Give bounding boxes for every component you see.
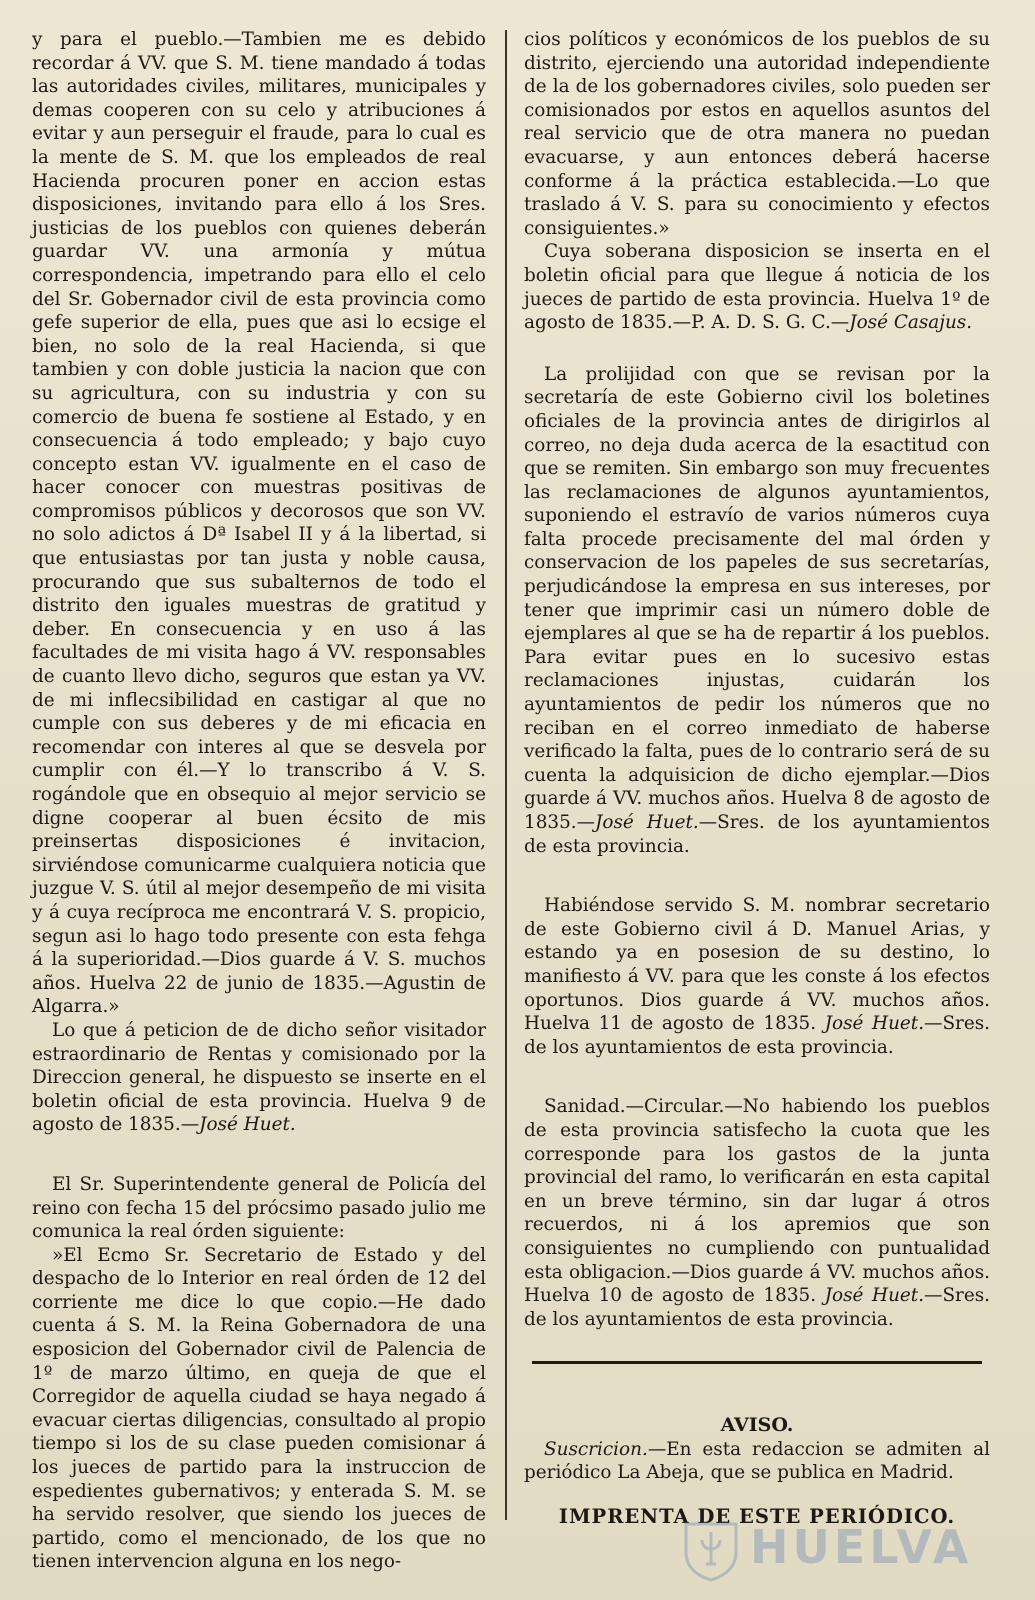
right-paragraph-3-signature: José Huet.	[595, 812, 699, 833]
aviso-label: Suscricion.	[544, 1438, 648, 1460]
right-paragraph-4-tail: —Sres. de los ayuntamientos de esta provincia.	[524, 1013, 990, 1058]
right-paragraph-4-text: Habiéndose servido S. M. nombrar secretario de este Gobierno civil á D. Manuel Arias, y estando ya en posesion de su destino, lo manifiesto á VV. para que les conste á los efectos oportunos. Dios guarde á VV. muchos años. Huelva 11 de agosto de 1835.	[524, 895, 990, 1035]
aviso-text: —En esta redaccion se admiten al periódico La Abeja, que se publica en Madrid.	[524, 1438, 990, 1484]
right-paragraph-3-text: La prolijidad con que se revisan por la secretaría de este Gobierno civil los boletines oficiales de la provincia antes de dirigirlos al correo, no deja duda acerca de la esactitud con que se remiten. Sin embargo son muy frecuentes las reclamaciones de algunos ayuntamientos, suponiendo el estravío de varios números cuya falta procede precisamente del mal órden y conservacion de los papeles de sus secretarías, perjudicándose la empresa en sus intereses, por tener que imprimir casi un número doble de ejemplares al que se ha de repartir á los pueblos. Para evitar pues en lo sucesivo estas reclamaciones injustas, cuidarán los ayuntamientos de pedir los números que no reciban en el correo inmediato de haberse verificado la falta, pues de lo contrario será de su cuenta la adquisicion de dicho ejemplar.—Dios guarde á VV. muchos años. Huelva 8 de agosto de 1835.—	[524, 363, 990, 833]
left-column	[32, 28, 486, 1574]
section-rule	[532, 1361, 982, 1364]
right-paragraph-5-text: Sanidad.—Circular.—No habiendo los pueblos de esta provincia satisfecho la cuota que les corresponde para los gastos de la junta provincial del ramo, lo verificarán en esta capital en un breve término, sin dar lugar á otros recuerdos, ni á los apremios que son consiguientes no cumpliendo con puntualidad esta obligacion.—Dios guarde á VV. muchos años. Huelva 10 de agosto de 1835.	[524, 1096, 990, 1307]
right-paragraph-2-text: Cuya soberana disposicion se inserta en el boletin oficial para que llegue á noticia de los jueces de partido de esta provincia. Huelva 1º de agosto de 1835.—P. A. D. S. G. C.—	[524, 241, 990, 334]
left-paragraph-4: »El Ecmo Sr. Secretario de Estado y del despacho de lo Interior en real órden de 12 del corriente me dice lo que copio.—He dado cuenta á S. M. la Reina Gobernadora de una esposicion del Gobernador civil de Palencia de 1º de marzo último, en queja de que el Corregidor de aquella ciudad se haya negado á evacuar ciertas diligencias, consultado al propio tiempo si los de su clase pueden comisionar á los jueces de partido para la instruccion de espedientes gubernativos; y enterada S. M. se ha servido resolver, que siendo los jueces de partido, como el mencionado, de los que no tienen intervencion alguna en los nego-	[32, 1244, 486, 1573]
left-paragraph-2-signature: José Huet.	[199, 1114, 296, 1136]
right-paragraph-1: cios políticos y económicos de los pueblos de su distrito, ejerciendo una autoridad independiente de la de los gobernadores civiles, solo pueden ser comisionados por estos en aquellos asuntos del real servicio que de otra manera no puedan evacuarse, y aun entonces deberá hacerse conforme á la práctica establecida.—Lo que traslado á V. S. para su conocimiento y efectos consiguientes.»	[524, 29, 990, 239]
column-divider	[505, 30, 507, 1520]
left-paragraph-2	[32, 1019, 486, 1137]
aviso-title: AVISO.	[720, 1414, 794, 1437]
right-column	[524, 28, 990, 1529]
right-paragraph-3-tail: —Sres. de los ayuntamientos de esta provincia.	[524, 812, 990, 857]
right-paragraph-3	[524, 363, 990, 858]
watermark-text: HUELVA	[750, 1520, 973, 1574]
right-paragraph-4	[524, 894, 990, 1059]
huelva-watermark	[680, 1518, 973, 1582]
left-paragraph-1: y para el pueblo.—Tambien me es debido recordar á VV. que S. M. tiene mandado á todas las autoridades civiles, militares, municipales y demas cooperen con su celo y atribuciones á evitar y aun perseguir el fraude, para lo cual es la mente de S. M. que los empleados de real Hacienda procuren poner en accion estas disposiciones, invitando para ello á los Sres. justicias de los pueblos con quienes deberán guardar VV. una armonía y mútua correspondencia, impetrando para ello el celo del Sr. Gobernador civil de esta provincia como gefe superior de ella, pues que asi lo ecsige el bien, no solo de la real Hacienda, si que tambien y con doble justicia la nacion que con su agricultura, con su industria y con su comercio de buena fe sostiene al Estado, y en consecuencia á todo empleado; y bajo cuyo concepto estan VV. igualmente en el caso de hacer conocer con muestras positivas de compromisos públicos y decorosos que son VV. no solo adictos á Dª Isabel II y á la libertad, si que entusiastas por tan justa y noble causa, procurando que sus subalternos de todo el distrito den iguales muestras de gratitud y deber. En consecuencia y en uso á las facultades de mi visita hago á VV. responsables de cuanto llevo dicho, seguros que estan ya VV. de mi inflecsibilidad en castigar al que no cumple con sus deberes y de mi eficacia en recomendar con interes al que se desvela por cumplir con él.—Y lo transcribo á V. S. rogándole que en obsequio al mejor servicio se digne cooperar al buen écsito de mis preinsertas disposiciones é invitacion, sirviéndose comunicarme cualquiera noticia que juzgue V. S. útil al mejor desempeño de mi visita y á cuya recíproca me encontrará V. S. propicio, segun asi lo hago todo presente con esta fehga á la superioridad.—Dios guarde á V. S. muchos años. Huelva 22 de junio de 1835.—Agustin de Algarra.»	[32, 29, 486, 1018]
right-paragraph-4-signature: José Huet.	[824, 1013, 925, 1035]
shield-icon	[680, 1518, 742, 1582]
right-paragraph-2-signature: José Casajus.	[849, 312, 973, 334]
right-paragraph-5-signature: José Huet.	[824, 1285, 925, 1307]
left-paragraph-2-text: Lo que á peticion de de dicho señor visitador estraordinario de Rentas y comisionado por la Direccion general, he dispuesto se inserte en el boletin oficial de esta provincia. Huelva 9 de agosto de 1835.—	[32, 1019, 486, 1136]
aviso-paragraph	[524, 1438, 990, 1485]
imprenta-footer: IMPRENTA DE ESTE PERIÓDICO.	[558, 1505, 956, 1529]
left-paragraph-3: El Sr. Superintendente general de Policía del reino con fecha 15 del prócsimo pasado julio me comunica la real órden siguiente:	[32, 1173, 486, 1243]
right-paragraph-5	[524, 1095, 990, 1331]
right-paragraph-5-tail: —Sres. de los ayuntamientos de esta provincia.	[524, 1285, 990, 1330]
right-paragraph-2	[524, 240, 990, 334]
